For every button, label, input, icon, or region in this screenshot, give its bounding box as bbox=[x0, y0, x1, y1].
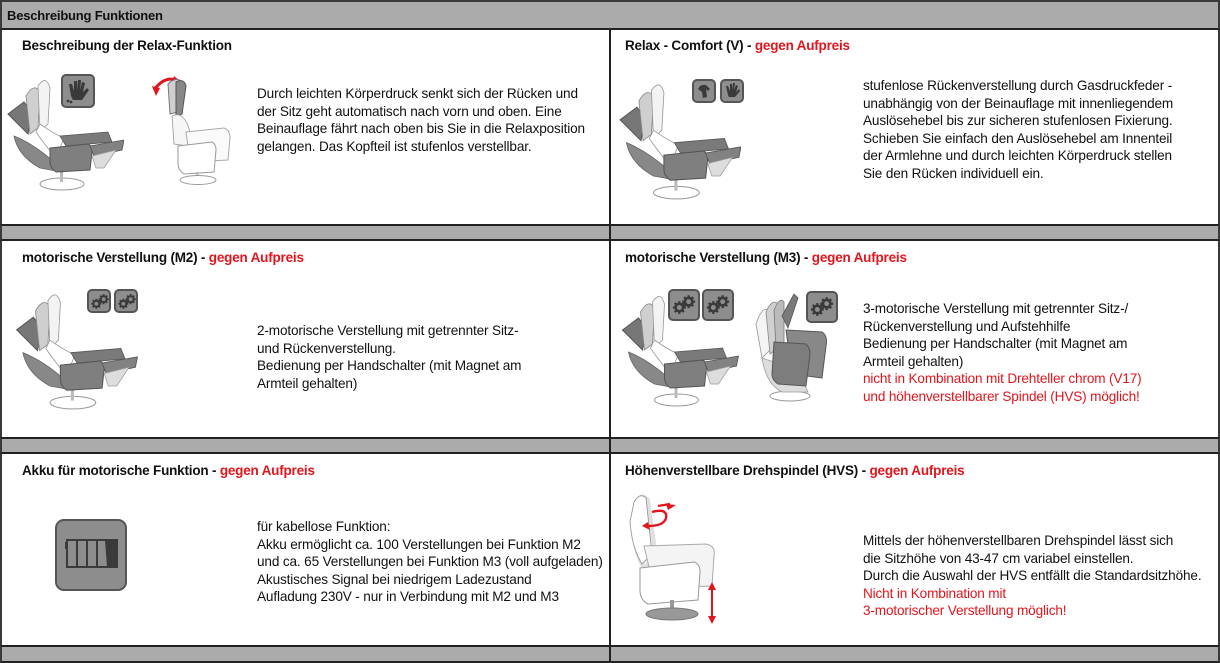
surcharge-label: gegen Aufpreis bbox=[869, 463, 965, 478]
surcharge-label: gegen Aufpreis bbox=[219, 463, 315, 478]
hand-press-icon bbox=[61, 74, 95, 108]
description-line: unabhängig von der Beinauflage mit innenliegendem bbox=[863, 95, 1174, 111]
cell-description bbox=[257, 518, 603, 606]
gears-icon bbox=[87, 289, 111, 313]
cell-description bbox=[863, 300, 1142, 406]
description-line: Sie den Rücken individuell ein. bbox=[863, 165, 1044, 181]
title-text: motorische Verstellung (M3) - bbox=[625, 250, 812, 265]
description-line: Armteil gehalten) bbox=[257, 375, 358, 391]
description-line: die Sitzhöhe von 43-47 cm variabel einstellen. bbox=[863, 550, 1134, 566]
gears-icon bbox=[806, 291, 838, 323]
cell-description bbox=[257, 322, 521, 392]
description-line: Bedienung per Handschalter (mit Magnet am bbox=[863, 336, 1128, 352]
description-line: stufenlose Rückenverstellung durch Gasdruckfeder - bbox=[863, 78, 1173, 93]
surcharge-label: gegen Aufpreis bbox=[811, 250, 907, 265]
battery-icon bbox=[55, 519, 127, 591]
surcharge-label: gegen Aufpreis bbox=[754, 38, 850, 53]
gears-icon bbox=[668, 289, 700, 321]
headrest-illustration bbox=[150, 72, 240, 192]
table-header bbox=[0, 0, 1220, 30]
description-line: Bedienung per Handschalter (mit Magnet am bbox=[257, 358, 522, 374]
title-text: Relax - Comfort (V) - bbox=[625, 38, 755, 53]
title-text: Akku für motorische Funktion - bbox=[22, 463, 220, 478]
cell-title-relax-comfort bbox=[625, 38, 850, 53]
title-text: Beschreibung der Relax-Funktion bbox=[22, 38, 232, 53]
description-line: Akku ermöglicht ca. 100 Verstellungen bei Funktion M2 bbox=[257, 536, 581, 552]
table-title: Beschreibung Funktionen bbox=[7, 8, 163, 23]
cell-description bbox=[863, 532, 1201, 620]
description-line: Rückenverstellung und Aufstehhilfe bbox=[863, 318, 1071, 334]
warning-line: und höhenverstellbarer Spindel (HVS) möglich! bbox=[863, 388, 1140, 404]
cell-description bbox=[863, 77, 1173, 183]
description-line: Durch leichten Körperdruck senkt sich der Rücken und bbox=[257, 86, 578, 101]
cell-title-relax-function bbox=[22, 38, 232, 53]
gears-icon bbox=[702, 289, 734, 321]
description-line: 3-motorische Verstellung mit getrennter Sitz-/ bbox=[863, 301, 1129, 316]
description-line: Armteil gehalten) bbox=[863, 353, 964, 369]
description-line: Durch die Auswahl der HVS entfällt die Standardsitzhöhe. bbox=[863, 568, 1202, 584]
surcharge-label: gegen Aufpreis bbox=[208, 250, 304, 265]
description-line: Schieben Sie einfach den Auslösehebel am Innenteil bbox=[863, 130, 1173, 146]
warning-line: nicht in Kombination mit Drehteller chrom (V17) bbox=[863, 371, 1142, 387]
description-line: für kabellose Funktion: bbox=[257, 519, 391, 534]
hand-press-icon bbox=[720, 79, 744, 103]
lever-hand-icon bbox=[692, 79, 716, 103]
description-line: Aufladung 230V - nur in Verbindung mit M2 und M3 bbox=[257, 589, 559, 605]
cell-title-hvs bbox=[625, 463, 964, 478]
title-text: motorische Verstellung (M2) - bbox=[22, 250, 209, 265]
description-line: Auslösehebel bis zur sicheren stufenlosen Fixierung. bbox=[863, 113, 1173, 129]
description-line: und ca. 65 Verstellungen bei Funktion M3 (voll aufgeladen) bbox=[257, 554, 603, 570]
warning-line: 3-motorischer Verstellung möglich! bbox=[863, 603, 1067, 619]
description-line: Mittels der höhenverstellbaren Drehspindel lässt sich bbox=[863, 533, 1174, 548]
cell-title-m2 bbox=[22, 250, 304, 265]
swivel-chair-illustration bbox=[624, 482, 724, 632]
cell-description bbox=[257, 85, 585, 155]
description-line: Akustisches Signal bei niedrigem Ladezustand bbox=[257, 571, 532, 587]
description-line: Beinauflage fährt nach oben bis Sie in die Relaxposition bbox=[257, 121, 585, 137]
title-text: Höhenverstellbare Drehspindel (HVS) - bbox=[625, 463, 870, 478]
description-line: der Armlehne und durch leichten Körperdruck stellen bbox=[863, 148, 1172, 164]
cell-title-m3 bbox=[625, 250, 907, 265]
column-divider bbox=[609, 28, 611, 663]
description-line: und Rückenverstellung. bbox=[257, 340, 396, 356]
description-line: der Sitz geht automatisch nach vorn und oben. Eine bbox=[257, 103, 562, 119]
warning-line: Nicht in Kombination mit bbox=[863, 585, 1006, 601]
description-line: 2-motorische Verstellung mit getrennter Sitz- bbox=[257, 323, 519, 338]
cell-title-battery bbox=[22, 463, 315, 478]
gears-icon bbox=[114, 289, 138, 313]
description-line: gelangen. Das Kopfteil ist stufenlos verstellbar. bbox=[257, 138, 532, 154]
